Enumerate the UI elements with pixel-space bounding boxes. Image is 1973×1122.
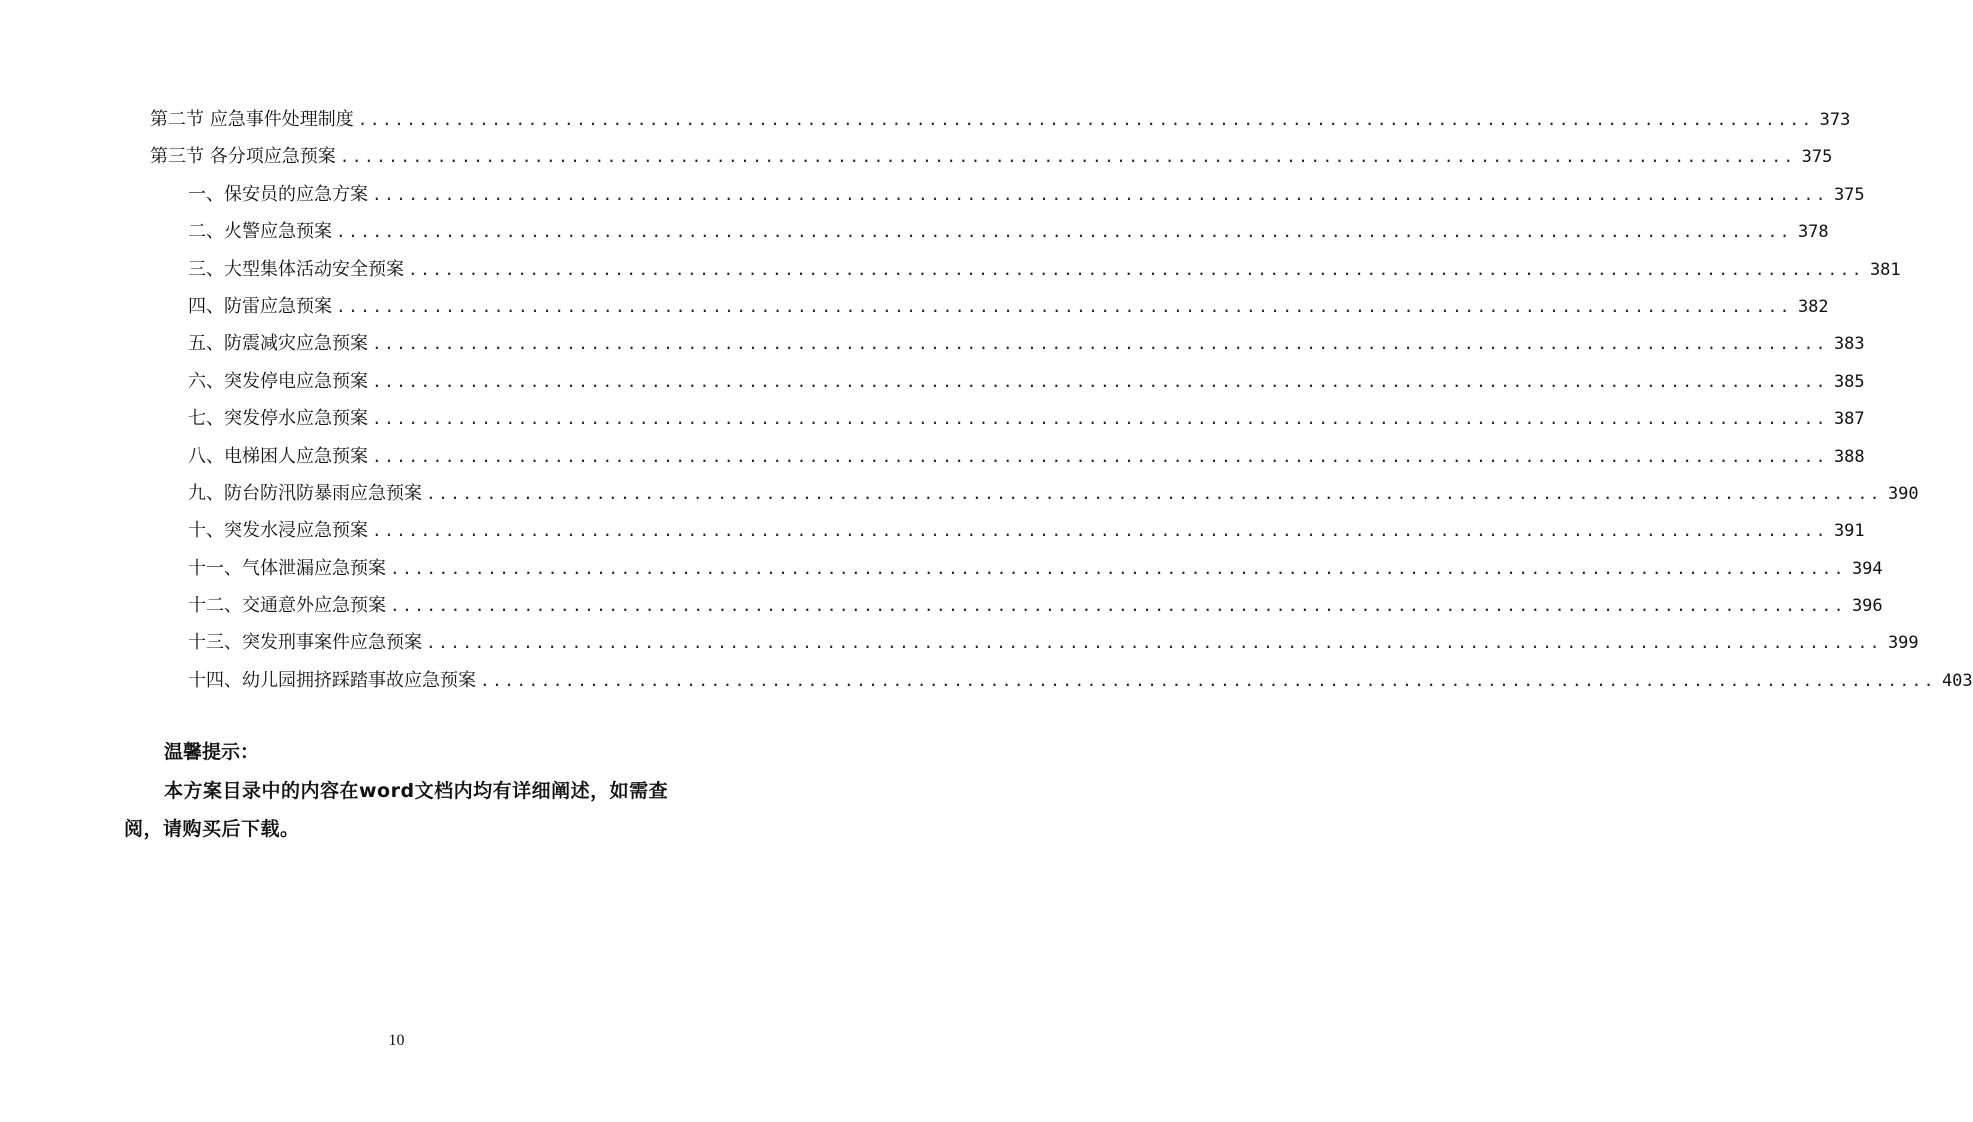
toc-entry-page: 403 xyxy=(1941,670,1973,691)
toc-entry-title: 第三节 各分项应急预案 xyxy=(150,146,336,168)
toc-dot-leader: ........................................................................................................................ xyxy=(336,222,1792,242)
toc-dot-leader: ........................................................................................................................ xyxy=(372,521,1828,541)
toc-entry-title: 第二节 应急事件处理制度 xyxy=(150,109,354,130)
toc-entry[interactable] xyxy=(150,363,1865,400)
toc-entry-page: 399 xyxy=(1887,633,1919,654)
toc-entry[interactable] xyxy=(150,400,1865,437)
toc-entry[interactable] xyxy=(150,624,1919,661)
toc-entry[interactable] xyxy=(150,550,1883,587)
toc-entry-page: 373 xyxy=(1819,110,1851,130)
toc-dot-leader: ........................................................................................................................ xyxy=(372,371,1828,391)
toc-dot-leader: ........................................................................................................................ xyxy=(426,483,1882,503)
toc-entry-page: 385 xyxy=(1833,371,1865,392)
toc-entry-title: 十三、突发刑事案件应急预案 xyxy=(188,632,422,654)
toc-entry[interactable] xyxy=(150,587,1883,624)
toc-dot-leader: ........................................................................................................................ xyxy=(372,446,1828,466)
toc-entry[interactable] xyxy=(150,475,1919,512)
toc-entry-title: 十二、交通意外应急预案 xyxy=(188,595,386,617)
toc-entry-page: 394 xyxy=(1851,558,1883,579)
toc-entry[interactable] xyxy=(150,512,1865,549)
toc-dot-leader: ........................................................................................................................ xyxy=(339,147,1796,167)
toc-entry-page: 383 xyxy=(1833,334,1865,355)
toc-entry-page: 382 xyxy=(1797,296,1829,317)
toc-entry[interactable] xyxy=(150,325,1865,362)
toc-entry-page: 390 xyxy=(1887,483,1919,504)
toc-entry-title: 六、突发停电应急预案 xyxy=(188,370,368,392)
toc-entry-page: 387 xyxy=(1833,409,1865,430)
toc-entry-title: 十、突发水浸应急预案 xyxy=(188,520,368,542)
toc-dot-leader: ........................................................................................................................ xyxy=(426,633,1882,653)
toc-entry[interactable] xyxy=(150,288,1829,325)
toc-dot-leader: ........................................................................................................................ xyxy=(372,334,1828,354)
toc-entry[interactable] xyxy=(150,176,1865,213)
toc-dot-leader: ........................................................................................................................ xyxy=(408,259,1864,279)
note-body: 本方案目录中的内容在word文档内均有详细阐述，如需查阅，请购买后下载。 xyxy=(124,780,669,840)
toc-entry[interactable] xyxy=(150,251,1901,288)
toc-dot-leader: ........................................................................................................................ xyxy=(372,409,1828,429)
toc-entry-title: 九、防台防汛防暴雨应急预案 xyxy=(188,482,422,504)
toc-dot-leader: ........................................................................................................................ xyxy=(480,670,1936,690)
toc-dot-leader: ........................................................................................................................ xyxy=(372,184,1828,204)
toc-dot-leader: ........................................................................................................................ xyxy=(336,296,1792,316)
toc-entry-title: 七、突发停水应急预案 xyxy=(188,408,368,430)
toc-entry-page: 388 xyxy=(1833,446,1865,467)
toc-entry-title: 四、防雷应急预案 xyxy=(188,295,332,317)
toc-entry-page: 391 xyxy=(1833,521,1865,542)
note-heading: 温馨提示： xyxy=(164,741,260,763)
toc-entry-page: 396 xyxy=(1851,596,1883,617)
toc-entry-title: 一、保安员的应急方案 xyxy=(188,183,368,205)
toc-entry-page: 378 xyxy=(1797,222,1829,243)
toc-entry[interactable] xyxy=(150,662,1973,699)
toc-entry-title: 五、防震减灾应急预案 xyxy=(188,333,368,355)
table-of-contents xyxy=(150,101,1973,699)
toc-entry[interactable] xyxy=(150,213,1829,250)
toc-entry-title: 八、电梯困人应急预案 xyxy=(188,445,368,467)
toc-entry-page: 375 xyxy=(1833,184,1865,205)
toc-entry[interactable] xyxy=(150,438,1865,475)
toc-entry[interactable] xyxy=(150,101,1851,138)
toc-dot-leader: ........................................................................................................................ xyxy=(390,596,1846,616)
toc-dot-leader: ........................................................................................................................ xyxy=(390,558,1846,578)
toc-entry-title: 十一、气体泄漏应急预案 xyxy=(188,557,386,579)
toc-entry-page: 381 xyxy=(1869,259,1901,280)
toc-entry[interactable] xyxy=(150,138,1833,175)
toc-entry-title: 二、火警应急预案 xyxy=(188,221,332,243)
toc-entry-title: 三、大型集体活动安全预案 xyxy=(188,258,404,280)
toc-entry-page: 375 xyxy=(1801,147,1833,168)
toc-entry-title: 十四、幼儿园拥挤踩踏事故应急预案 xyxy=(188,669,476,691)
toc-dot-leader: ........................................................................................................................ xyxy=(357,110,1814,129)
page-number: 10 xyxy=(388,1032,405,1049)
